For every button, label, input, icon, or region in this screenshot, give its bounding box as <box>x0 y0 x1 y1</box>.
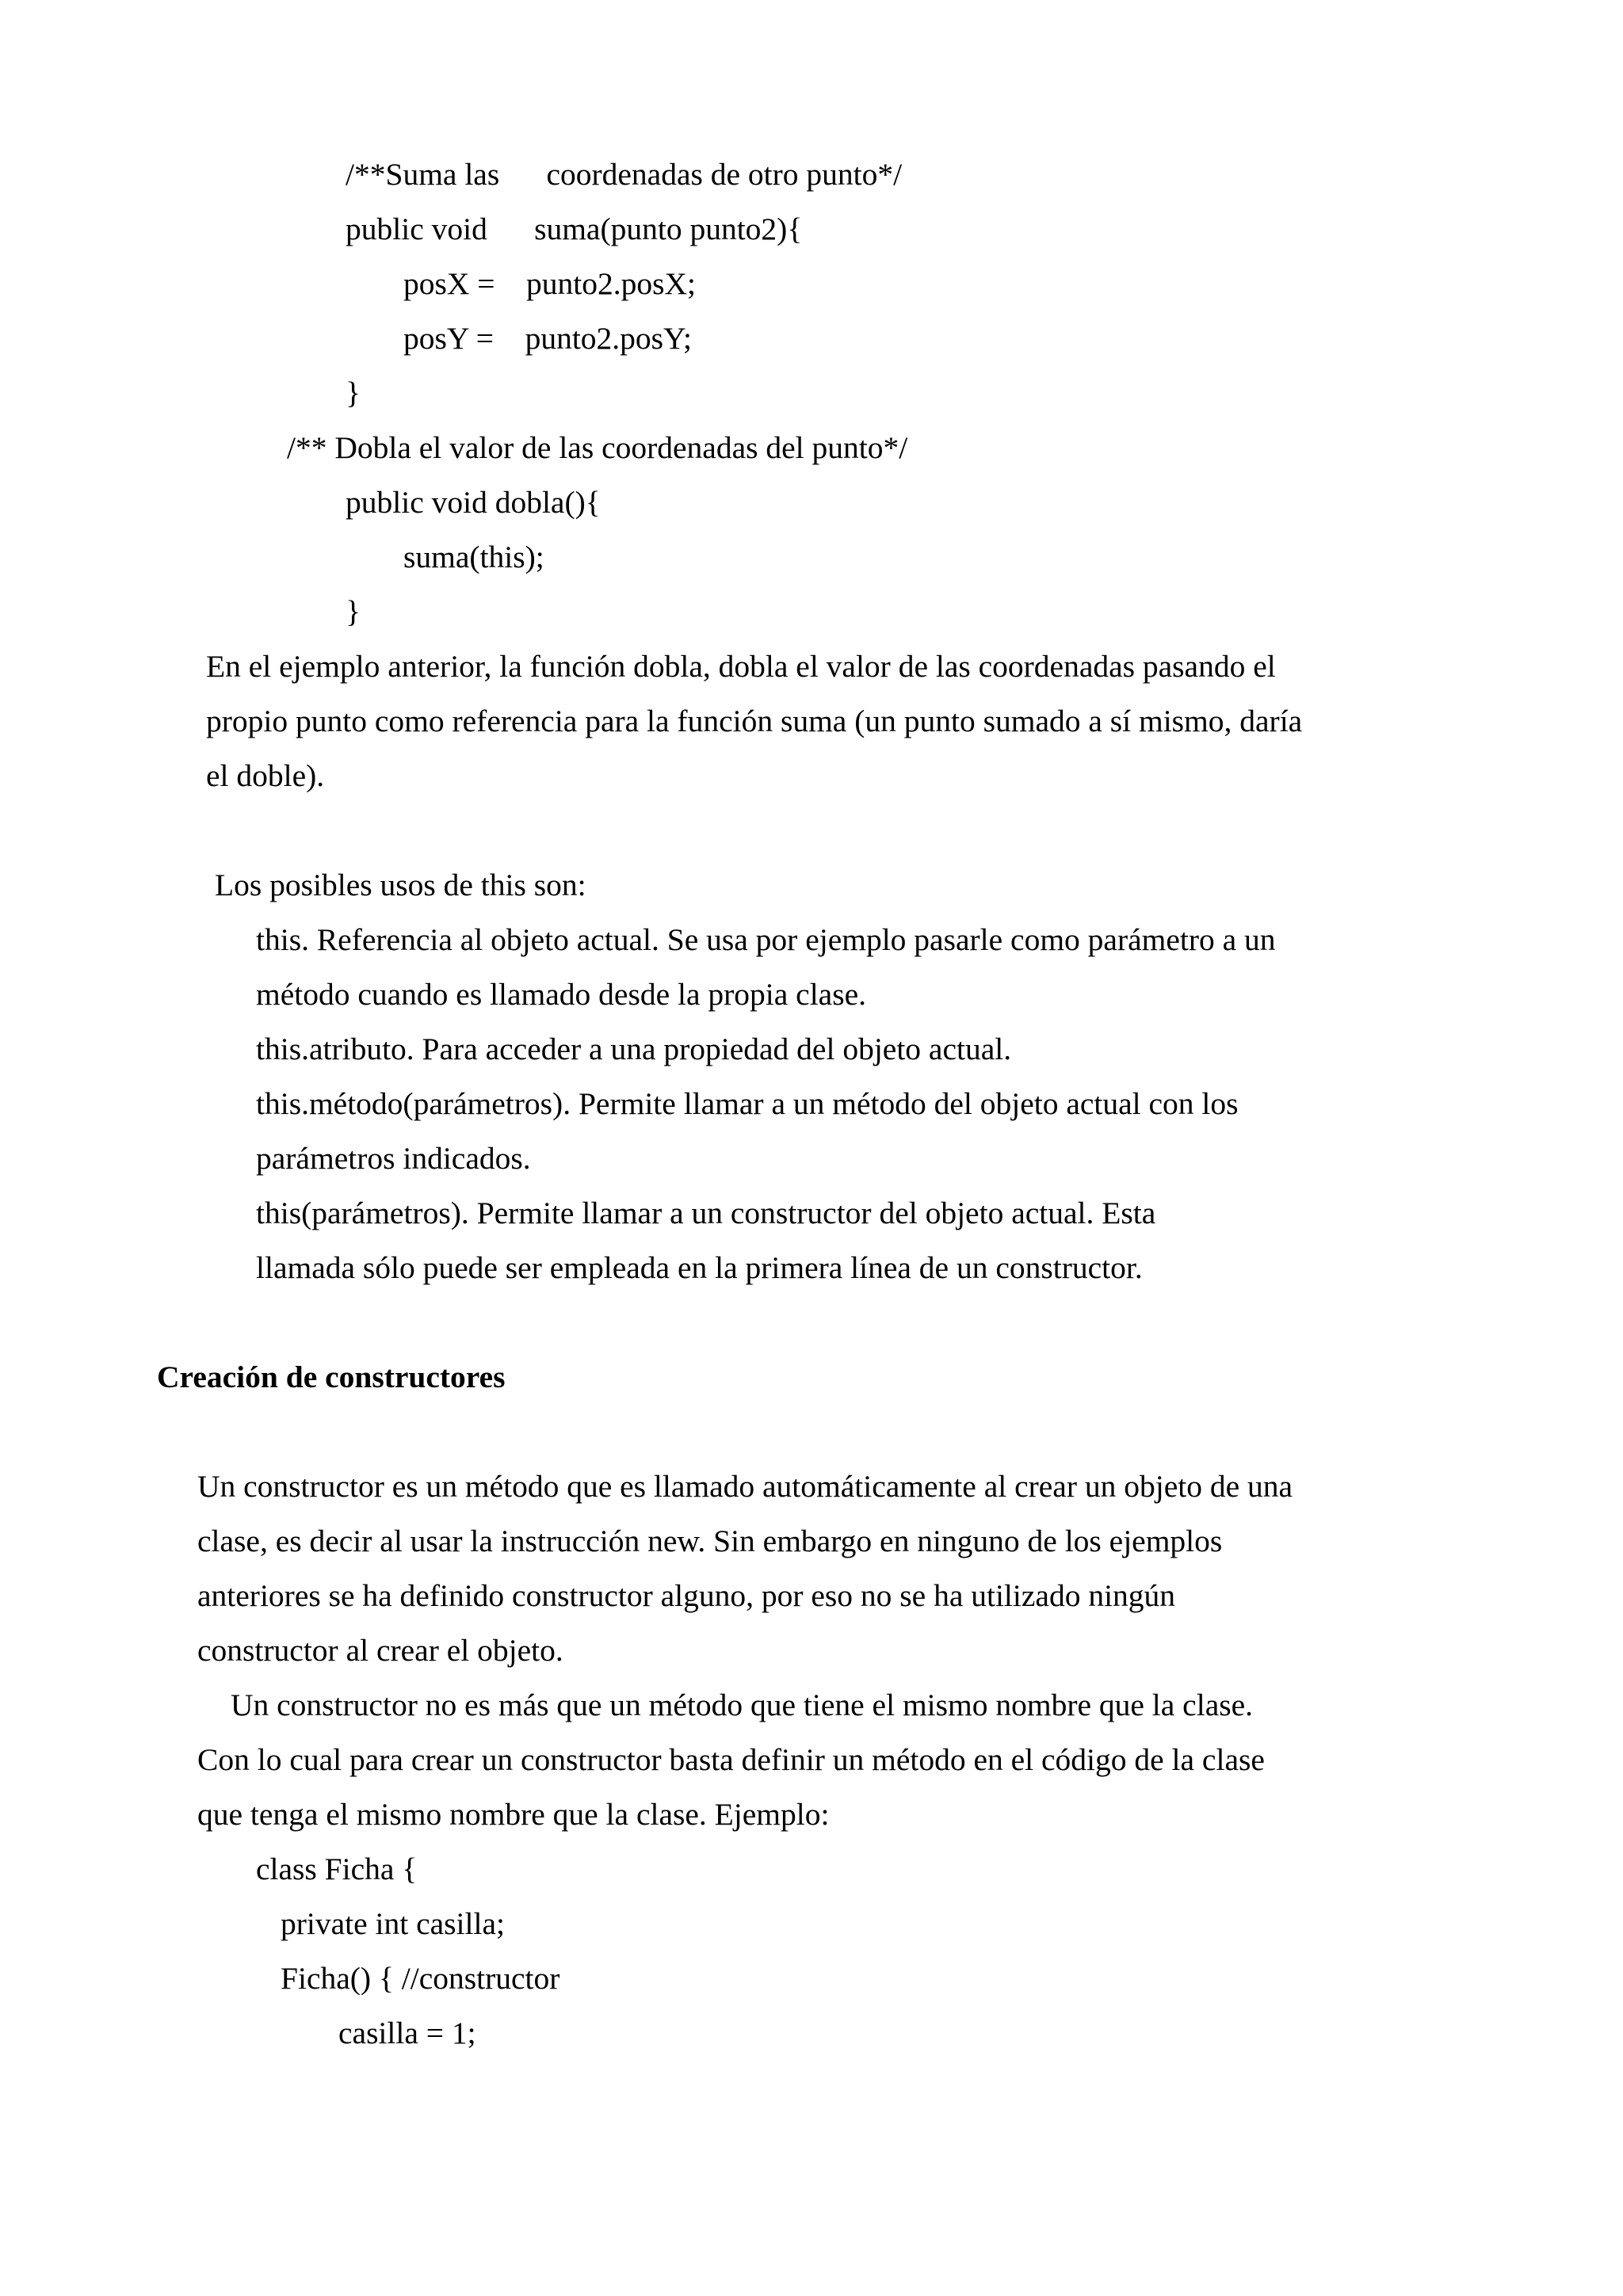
uses-item-line: método cuando es llamado desde la propia clase. <box>256 977 866 1012</box>
code-suma-this: suma(this); <box>403 540 544 574</box>
code-posy-line: posY = punto2.posY; <box>403 321 692 356</box>
uses-item-line: this.método(parámetros). Permite llamar a un método del objeto actual con los <box>256 1086 1239 1121</box>
uses-item-line: this. Referencia al objeto actual. Se usa por ejemplo pasarle como parámetro a un <box>256 922 1276 957</box>
paragraph-line: anteriores se ha definido constructor alguno, por eso no se ha utilizado ningún <box>197 1578 1176 1613</box>
uses-intro: Los posibles usos de this son: <box>215 868 586 902</box>
code-close-brace: } <box>346 594 361 629</box>
code-constructor-decl: Ficha() { //constructor <box>281 1961 560 1996</box>
paragraph-line: Con lo cual para crear un constructor basta definir un método en el código de la clase <box>197 1742 1265 1777</box>
code-close-brace: } <box>346 376 361 410</box>
paragraph-line: En el ejemplo anterior, la función dobla, dobla el valor de las coordenadas pasando el <box>206 649 1276 684</box>
paragraph-line: que tenga el mismo nombre que la clase. Ejemplo: <box>197 1797 830 1832</box>
code-class-decl: class Ficha { <box>256 1852 418 1886</box>
uses-item-line: parámetros indicados. <box>256 1141 531 1176</box>
uses-item-line: this(parámetros). Permite llamar a un constructor del objeto actual. Esta <box>256 1196 1156 1230</box>
uses-item-line: this.atributo. Para acceder a una propiedad del objeto actual. <box>256 1032 1012 1066</box>
code-field-decl: private int casilla; <box>281 1906 505 1941</box>
paragraph-line: Un constructor no es más que un método que tiene el mismo nombre que la clase. <box>231 1688 1253 1722</box>
paragraph-line: Un constructor es un método que es llamado automáticamente al crear un objeto de una <box>197 1469 1293 1504</box>
paragraph-line: el doble). <box>206 758 325 793</box>
code-assignment: casilla = 1; <box>338 2016 476 2050</box>
paragraph-line: clase, es decir al usar la instrucción new. Sin embargo en ninguno de los ejemplos <box>197 1524 1223 1558</box>
code-posx-line: posX = punto2.posX; <box>403 266 697 301</box>
code-suma-signature: public void suma(punto punto2){ <box>346 212 803 246</box>
section-heading: Creación de constructores <box>157 1360 506 1394</box>
code-comment-dobla: /** Dobla el valor de las coordenadas del punto*/ <box>287 430 908 465</box>
paragraph-line: propio punto como referencia para la función suma (un punto sumado a sí mismo, daría <box>206 704 1303 738</box>
paragraph-line: constructor al crear el objeto. <box>197 1633 563 1668</box>
uses-item-line: llamada sólo puede ser empleada en la primera línea de un constructor. <box>256 1250 1143 1285</box>
code-comment-suma: /**Suma las coordenadas de otro punto*/ <box>346 157 903 192</box>
code-dobla-signature: public void dobla(){ <box>346 485 601 520</box>
